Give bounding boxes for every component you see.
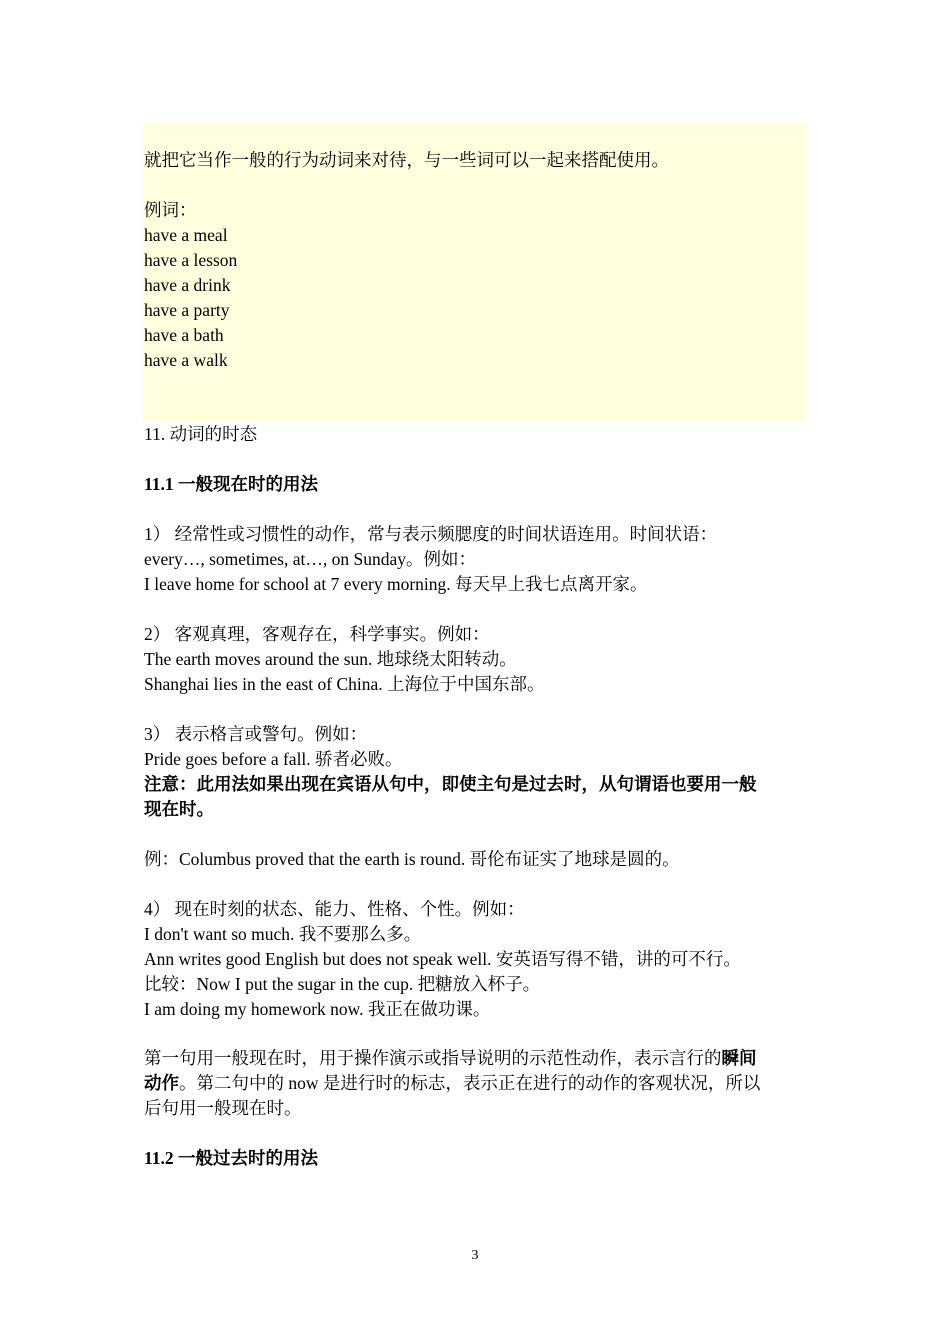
explanation-text: 第一句用一般现在时，用于操作演示或指导说明的示范性动作，表示言行的 [144,1048,722,1068]
example-item: have a walk [144,350,228,370]
intro-text: 就把它当作一般的行为动词来对待，与一些词可以一起来搭配使用。 [144,150,669,170]
example-sentence: Shanghai lies in the east of China. 上海位于中国东部。 [144,674,545,694]
paragraph-line: 4） 现在时刻的状态、能力、性格、个性。例如： [144,899,525,919]
section-heading: 11.1 一般现在时的用法 [144,474,319,494]
section-heading: 11.2 一般过去时的用法 [144,1148,319,1168]
paragraph-line: 1） 经常性或习惯性的动作，常与表示频腮度的时间状语连用。时间状语： [144,524,718,544]
note-line: 注意：此用法如果出现在宾语从句中，即使主句是过去时，从句谓语也要用一般 [144,774,757,794]
example-sentence: I am doing my homework now. 我正在做功课。 [144,999,491,1019]
example-item: have a drink [144,275,231,295]
explanation-line [144,1071,760,1096]
example-sentence: 例：Columbus proved that the earth is round. 哥伦布证实了地球是圆的。 [144,849,680,869]
emphasis-text: 动作 [144,1073,179,1093]
example-item: have a party [144,300,230,320]
emphasis-text: 瞬间 [721,1048,757,1068]
example-sentence: 比较：Now I put the sugar in the cup. 把糖放入杯子。 [144,974,541,994]
page-number: 3 [471,1248,479,1263]
example-item: have a bath [144,325,224,345]
section-title: 11. 动词的时态 [144,424,258,444]
example-sentence: I don't want so much. 我不要那么多。 [144,924,422,944]
paragraph-line: 2） 客观真理，客观存在，科学事实。例如： [144,624,490,644]
paragraph-line: every…, sometimes, at…, on Sunday。例如： [144,549,476,569]
explanation-line: 后句用一般现在时。 [144,1098,302,1118]
example-item: have a meal [144,225,228,245]
note-line: 现在时。 [144,799,214,819]
example-sentence: I leave home for school at 7 every morning. 每天早上我七点离开家。 [144,574,648,594]
example-sentence: Ann writes good English but does not speak well. 安英语写得不错，讲的可不行。 [144,949,741,969]
example-item: have a lesson [144,250,238,270]
examples-label: 例词： [144,200,197,220]
example-sentence: Pride goes before a fall. 骄者必败。 [144,749,403,769]
example-sentence: The earth moves around the sun. 地球绕太阳转动。 [144,649,517,669]
paragraph-line: 3） 表示格言或警句。例如： [144,724,368,744]
explanation-text: 。第二句中的 now 是进行时的标志，表示正在进行的动作的客观状况，所以 [179,1073,761,1093]
explanation-line [144,1046,757,1071]
